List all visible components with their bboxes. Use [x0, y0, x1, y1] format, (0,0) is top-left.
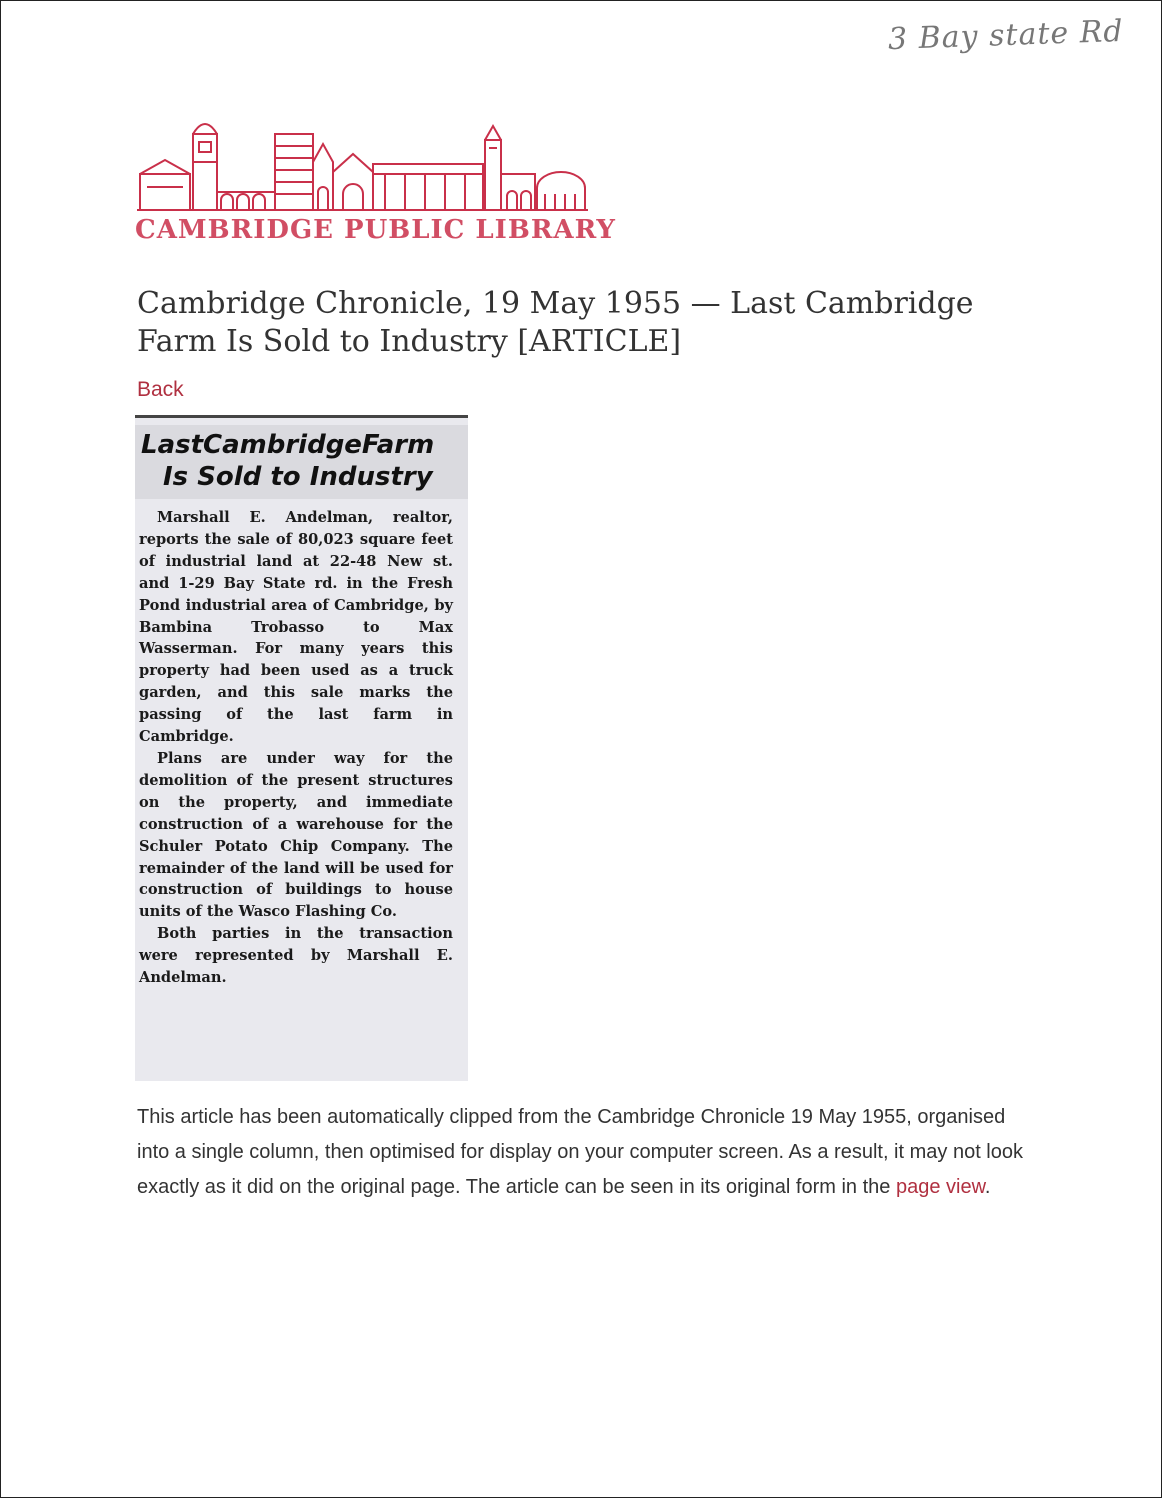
clipping-paragraph: Plans are under way for the demolition of the present structures on the property, and immediate construction of a warehouse for the Schuler Potato Chip Company. The remainder of the land will be used for construction of buildings to house units of the Wasco Flashing Co.: [139, 749, 453, 921]
clipping-headline: [135, 425, 468, 499]
library-logo-text: CAMBRIDGE PUBLIC LIBRARY: [135, 215, 616, 245]
article-description: [137, 1100, 1037, 1205]
handwritten-note: 3 Bay state Rd: [887, 13, 1125, 58]
page-title: Cambridge Chronicle, 19 May 1955 — Last Cambridge Farm Is Sold to Industry [ARTICLE]: [137, 286, 974, 359]
description-text: This article has been automatically clipped from the Cambridge Chronicle 19 May 1955, organised into a single column, then optimised for display on your computer screen. As a result, it may not look exactly as it did on the original page. The article can be seen in its original form in the: [137, 1106, 1023, 1198]
description-end: .: [984, 1176, 991, 1198]
back-link[interactable]: Back: [137, 378, 184, 401]
clipping-paragraph: Both parties in the transaction were represented by Marshall E. Andelman.: [139, 925, 453, 987]
newspaper-clipping-image: [135, 415, 468, 1081]
page-view-link[interactable]: page view: [895, 1176, 985, 1198]
library-logo[interactable]: [135, 112, 616, 247]
clipping-paragraph: Marshall E. Andelman, realtor, reports the sale of 80,023 square feet of industrial land at 22-48 New st. and 1-29 Bay State rd. in the Fresh Pond industrial area of Cambridge, by Bambina Trobasso to Max Wasserman. For many years this property had been used as a truck garden, and this sale marks the passing of the last farm in Cambridge.: [139, 509, 453, 746]
clipping-headline-line1: LastCambridgeFarm: [141, 430, 435, 460]
clipping-headline-line2: Is Sold to Industry: [163, 462, 433, 492]
clipping-body: [139, 507, 453, 989]
skyline-logo-graphic: [135, 112, 590, 212]
clipping-top-rule: [135, 415, 468, 418]
